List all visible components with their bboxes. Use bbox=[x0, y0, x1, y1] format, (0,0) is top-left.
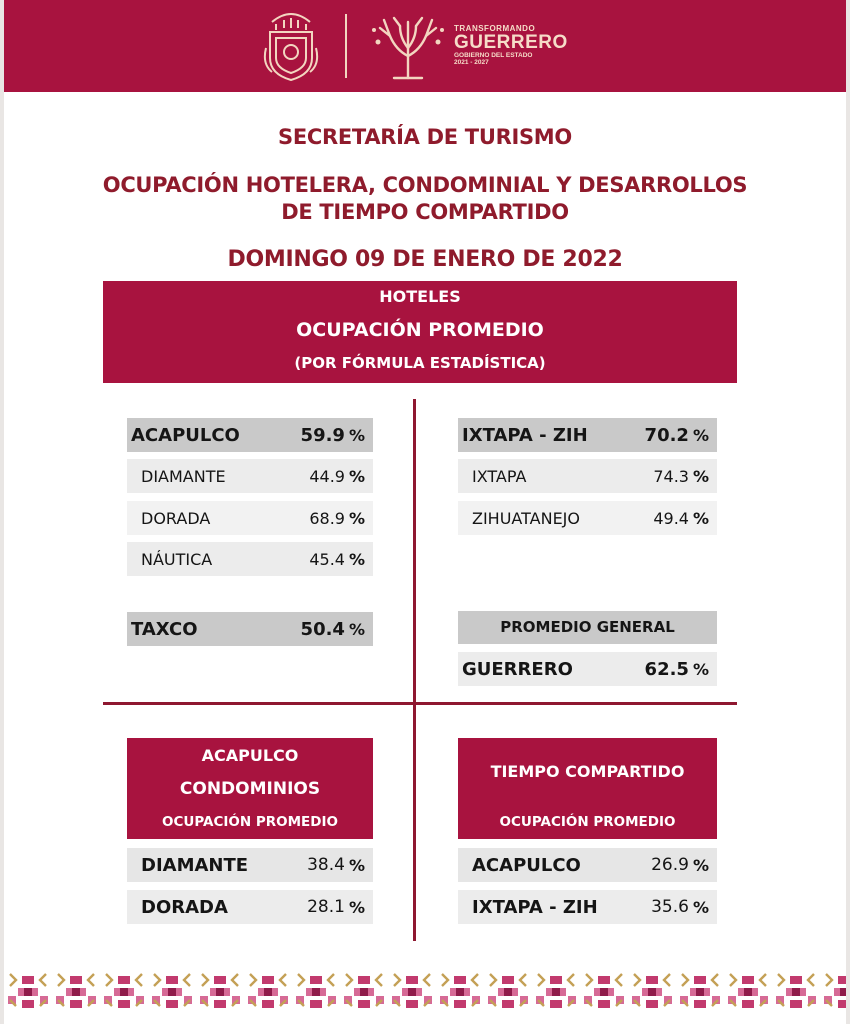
hotels-banner-subtitle: OCUPACIÓN PROMEDIO bbox=[296, 319, 544, 341]
row-label: DORADA bbox=[141, 896, 228, 918]
condominios-note: OCUPACIÓN PROMEDIO bbox=[162, 814, 338, 830]
tiempo-compartido-title: TIEMPO COMPARTIDO bbox=[490, 762, 685, 781]
row-value: 70.2 bbox=[644, 424, 689, 446]
guerrero-average-row bbox=[458, 652, 717, 686]
row-value: 38.4 bbox=[307, 855, 345, 875]
tree-logo-icon bbox=[370, 16, 446, 80]
zone-row-dorada bbox=[127, 501, 373, 535]
zone-row-diamante bbox=[127, 459, 373, 493]
condominios-header bbox=[127, 738, 373, 839]
tiempo-compartido-note: OCUPACIÓN PROMEDIO bbox=[499, 814, 676, 830]
row-value: 49.4 bbox=[653, 508, 689, 528]
row-label: IXTAPA - ZIH bbox=[472, 896, 598, 918]
hotels-banner-title: HOTELES bbox=[379, 287, 461, 306]
percent-sign: % bbox=[348, 549, 365, 569]
zone-row-nautica bbox=[127, 542, 373, 576]
row-label: ZIHUATANEJO bbox=[472, 508, 580, 528]
row-label: IXTAPA - ZIH bbox=[462, 424, 588, 446]
secretaria-title: SECRETARÍA DE TURISMO bbox=[278, 125, 572, 149]
percent-sign: % bbox=[348, 425, 365, 445]
row-value: 50.4 bbox=[300, 618, 345, 640]
condo-row-dorada bbox=[127, 890, 373, 924]
row-value: 68.9 bbox=[309, 508, 345, 528]
brand-sub: GOBIERNO DEL ESTADO bbox=[454, 52, 533, 59]
percent-sign: % bbox=[348, 508, 365, 528]
percent-sign: % bbox=[348, 897, 365, 917]
row-label: GUERRERO bbox=[462, 658, 573, 680]
percent-sign: % bbox=[692, 466, 709, 486]
ixtapa-hotels-row bbox=[458, 418, 717, 452]
vertical-divider bbox=[413, 399, 416, 941]
row-value: 28.1 bbox=[307, 897, 345, 917]
brand-text bbox=[454, 24, 568, 66]
row-value: 62.5 bbox=[644, 658, 689, 680]
percent-sign: % bbox=[348, 619, 365, 639]
row-label: ACAPULCO bbox=[131, 424, 240, 446]
row-label: ACAPULCO bbox=[472, 854, 581, 876]
row-value: 44.9 bbox=[309, 466, 345, 486]
row-value: 74.3 bbox=[653, 466, 689, 486]
percent-sign: % bbox=[692, 897, 709, 917]
row-label: DORADA bbox=[141, 508, 211, 528]
tc-row-ixtapa-zih bbox=[458, 890, 717, 924]
state-seal-icon bbox=[262, 8, 320, 84]
percent-sign: % bbox=[692, 508, 709, 528]
row-label: DIAMANTE bbox=[141, 854, 249, 876]
acapulco-hotels-row bbox=[127, 418, 373, 452]
hotels-banner bbox=[103, 281, 737, 383]
general-average-heading: PROMEDIO GENERAL bbox=[458, 611, 717, 644]
zone-row-ixtapa bbox=[458, 459, 717, 493]
percent-sign: % bbox=[692, 425, 709, 445]
condo-row-diamante bbox=[127, 848, 373, 882]
report-title-line1: OCUPACIÓN HOTELERA, CONDOMINIAL Y DESARROLLOS bbox=[102, 173, 748, 197]
condominios-subtitle: CONDOMINIOS bbox=[179, 779, 321, 799]
percent-sign: % bbox=[348, 466, 365, 486]
report-title-line2: DE TIEMPO COMPARTIDO bbox=[281, 200, 569, 224]
row-label: DIAMANTE bbox=[141, 466, 226, 486]
row-label: IXTAPA bbox=[472, 466, 527, 486]
condominios-title: ACAPULCO bbox=[201, 746, 299, 765]
header-divider bbox=[345, 14, 347, 78]
row-value: 59.9 bbox=[300, 424, 345, 446]
zone-row-zihuatanejo bbox=[458, 501, 717, 535]
row-value: 26.9 bbox=[651, 855, 689, 875]
horizontal-divider bbox=[103, 702, 737, 705]
taxco-row bbox=[127, 612, 373, 646]
tiempo-compartido-header bbox=[458, 738, 717, 839]
percent-sign: % bbox=[692, 855, 709, 875]
tc-row-acapulco bbox=[458, 848, 717, 882]
report-date: DOMINGO 09 DE ENERO DE 2022 bbox=[227, 247, 623, 272]
row-value: 45.4 bbox=[309, 549, 345, 569]
hotels-banner-note: (POR FÓRMULA ESTADÍSTICA) bbox=[294, 354, 546, 372]
embroidery-pattern-icon bbox=[4, 970, 846, 1012]
page bbox=[4, 0, 846, 1024]
percent-sign: % bbox=[348, 855, 365, 875]
brand-years: 2021 - 2027 bbox=[454, 59, 489, 66]
row-value: 35.6 bbox=[651, 897, 689, 917]
row-label: TAXCO bbox=[131, 618, 198, 640]
brand-small: TRANSFORMANDO bbox=[454, 24, 536, 33]
row-label: NÁUTICA bbox=[141, 549, 213, 569]
header-bar bbox=[4, 0, 846, 92]
brand-big: GUERRERO bbox=[454, 32, 568, 53]
percent-sign: % bbox=[692, 659, 709, 679]
